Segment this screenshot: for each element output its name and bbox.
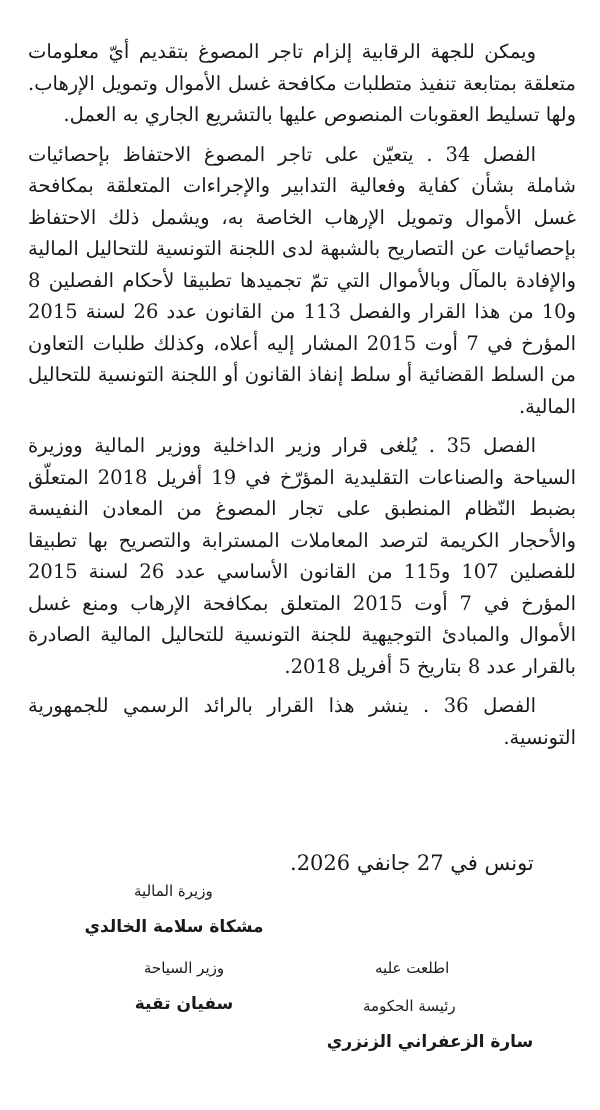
signature-finance [64, 880, 284, 940]
signature-government [315, 957, 545, 1055]
finance-title: وزيرة المالية [134, 882, 213, 900]
closing-date-text: تونس في 27 جانفي 2026. [290, 851, 534, 875]
government-title: رئيسة الحكومة [363, 997, 456, 1015]
paragraph-intro: ويمكن للجهة الرقابية إلزام تاجر المصوغ بتقديم أيّ معلومات متعلقة بمتابعة تنفيذ متطلبات مكافحة غسل الأموال وتمويل الإرهاب. ولها تسليط العقوبات المنصوص عليها بالتشريع الجاري به العمل. [28, 40, 576, 126]
document-body [28, 36, 576, 761]
tourism-name: سفيان تقية [134, 994, 234, 1014]
signature-tourism [84, 957, 284, 1017]
article-36: الفصل 36 . ينشر هذا القرار بالرائد الرسمي للجمهورية التونسية. [28, 694, 576, 749]
finance-name: مشكاة سلامة الخالدي [84, 917, 264, 937]
article-34: الفصل 34 . يتعيّن على تاجر المصوغ الاحتفاظ بإحصائيات شاملة بشأن كفاية وفعالية التدابير والإجراءات المتعلقة بمكافحة غسل الأموال وتمويل الإرهاب الخاصة به، ويشمل ذلك الاحتفاظ بإحصائيات عن التصاريح بالشبهة لدى اللجنة التونسية للتحاليل المالية والإفادة بالمآل وبالأموال التي تمّ تجميدها تطبيقا لأحكام الفصلين 8 و10 من هذا القرار والفصل 113 من القانون عدد 26 لسنة 2015 المؤرخ في 7 أوت 2015 المشار إليه أعلاه، وكذلك طلبات التعاون من السلط القضائية أو سلط إنفاذ القانون أو اللجنة التونسية للتحاليل المالية. [28, 142, 577, 418]
government-name: سارة الزعفراني الزنزري [326, 1032, 534, 1052]
seen-label: اطلعت عليه [375, 959, 450, 977]
tourism-title: وزير السياحة [143, 959, 225, 977]
article-35: الفصل 35 . يُلغى قرار وزير الداخلية ووزير المالية ووزيرة السياحة والصناعات التقليدية المؤرّخ في 19 أفريل 2018 المتعلّق بضبط النّظام المنطبق على تجار المصوغ من المعادن النفيسة والأحجار الكريمة لترصد المعاملات المسترابة والتصريح بها تطبيقا للفصلين 107 و115 من القانون الأساسي عدد 26 لسنة 2015 المؤرخ في 7 أوت 2015 المتعلق بمكافحة الإرهاب ومنع غسل الأموال والمبادئ التوجيهية للجنة التونسية للتحاليل المالية الصادرة بالقرار عدد 8 بتاريخ 5 أفريل 2018. [28, 434, 577, 678]
closing-date [28, 847, 576, 879]
